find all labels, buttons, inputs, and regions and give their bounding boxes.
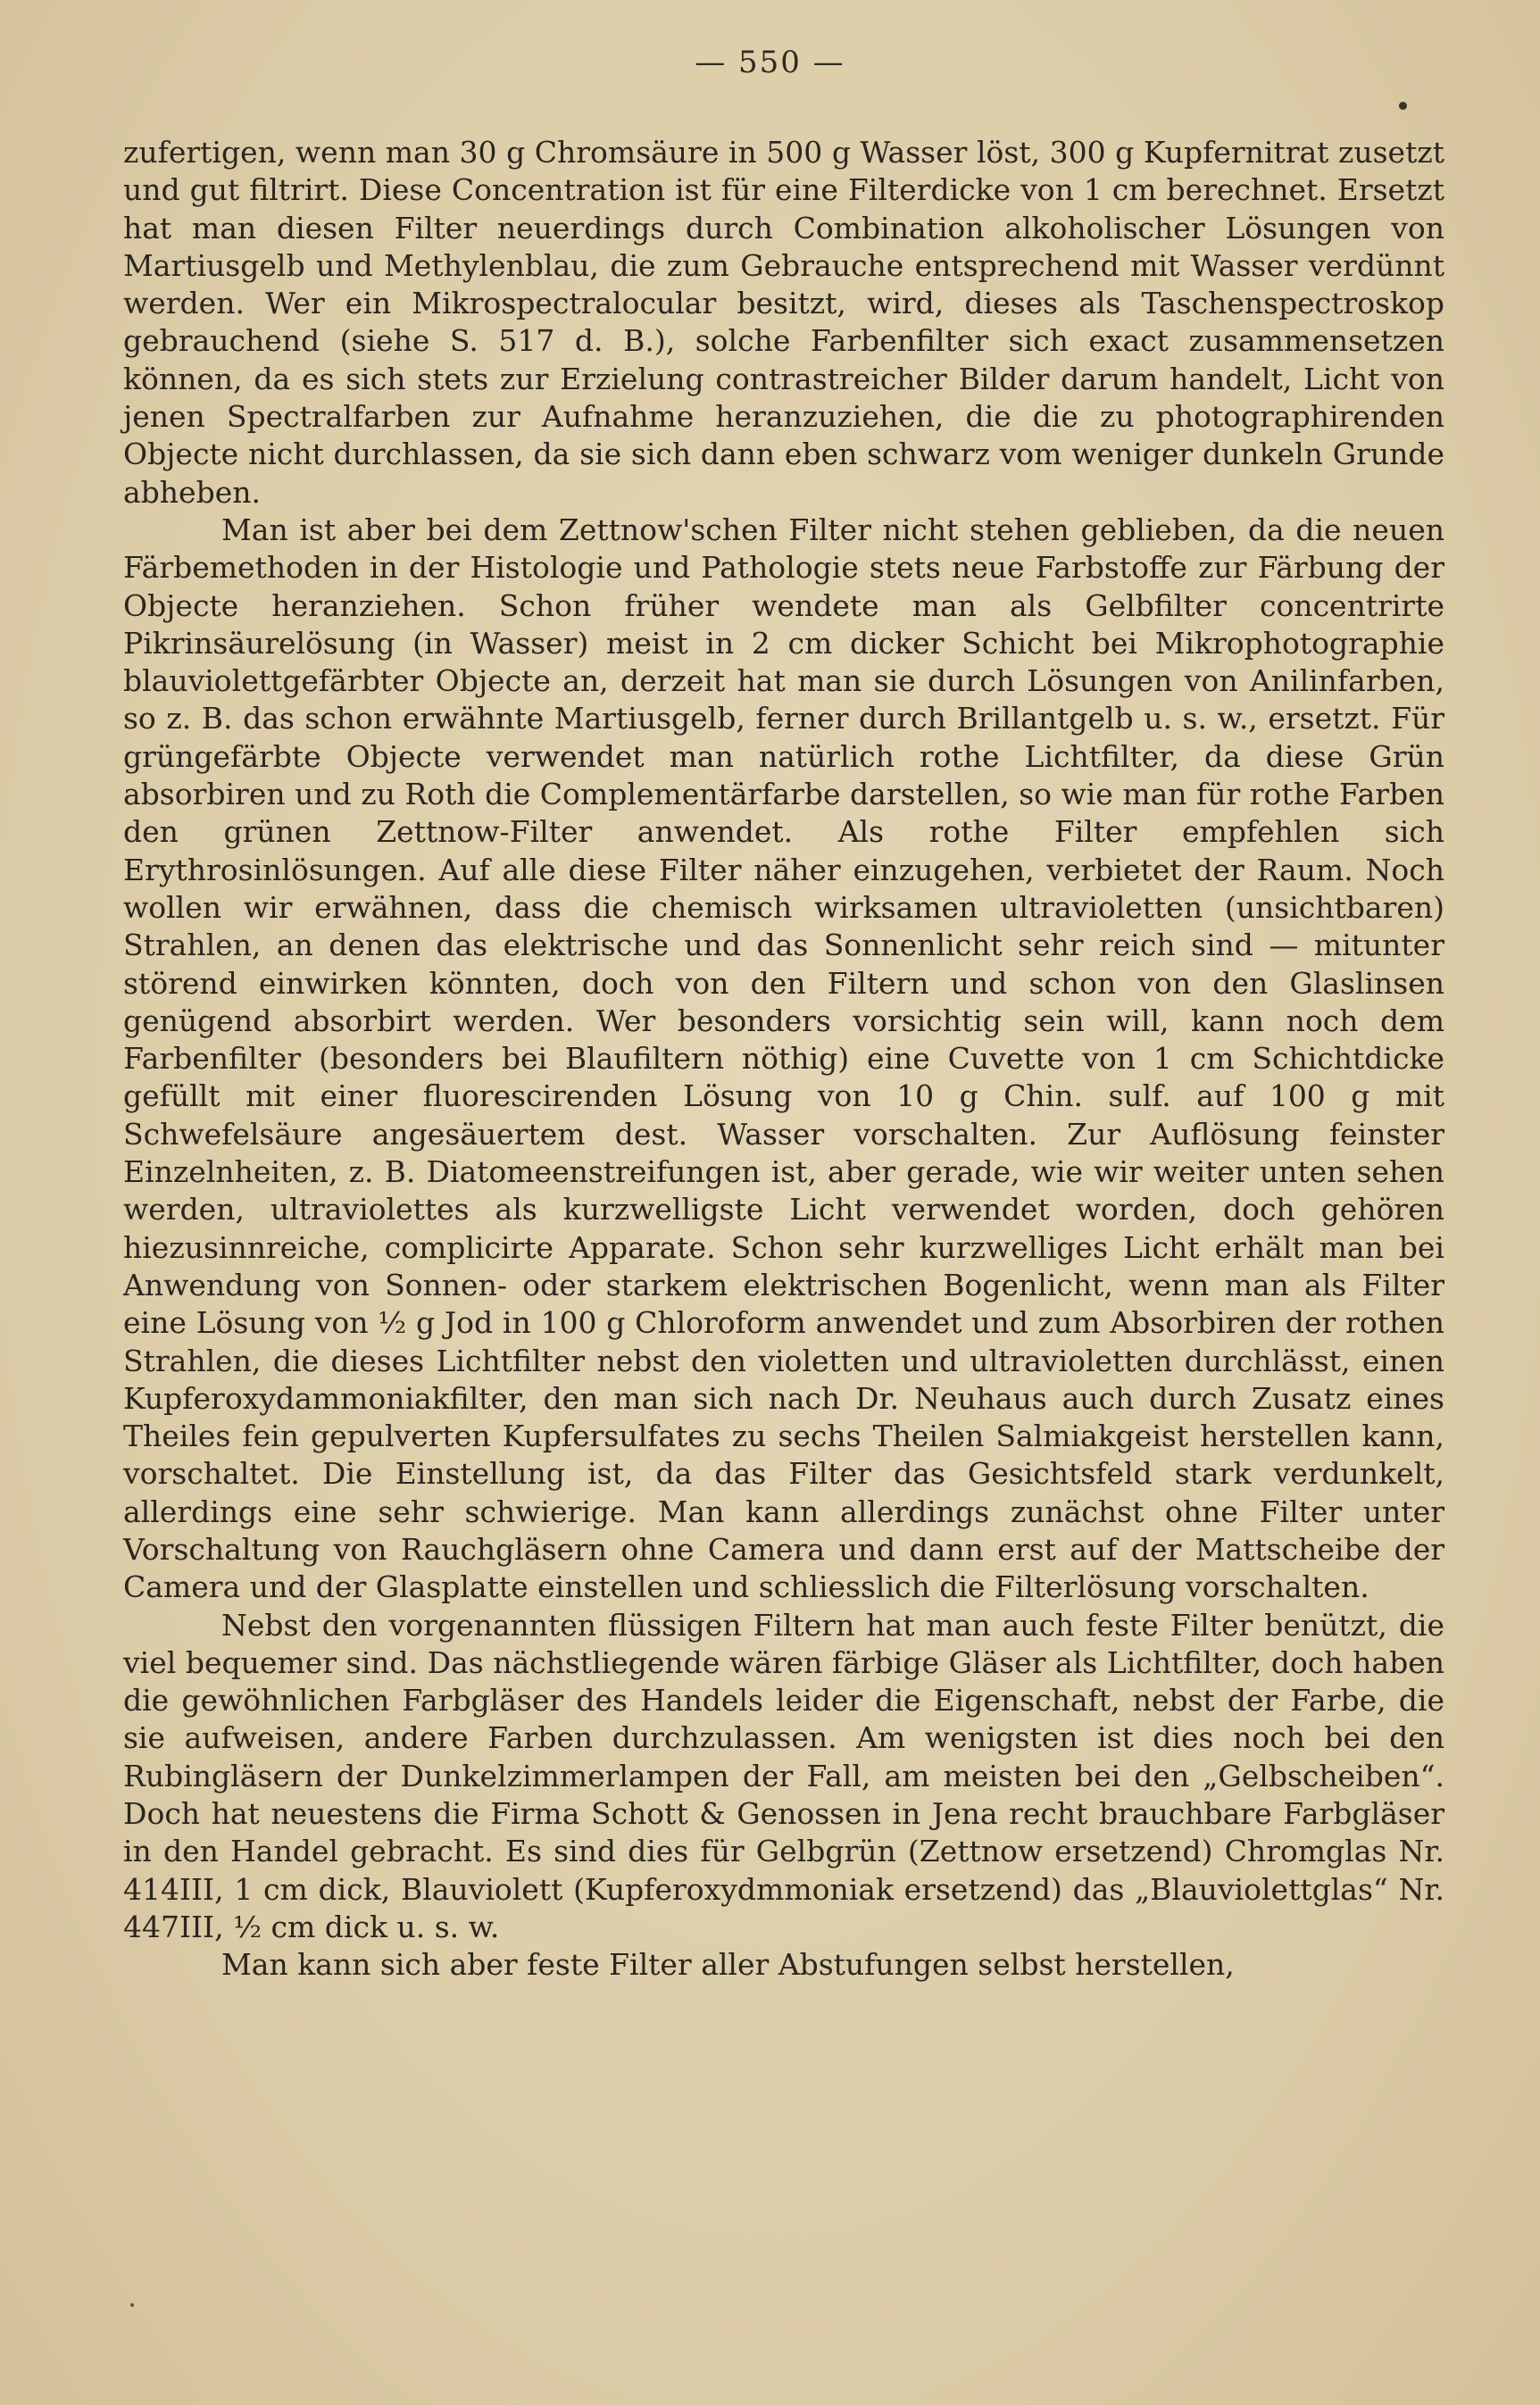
paragraph-continuation: zufertigen, wenn man 30 g Chromsäure in 500 g Wasser löst, 300 g Kupfernitrat zusetzt und gut filtrirt. Diese Concentration ist für eine Filterdicke von 1 cm berechnet. Ersetzt hat man diesen Filter neuerdings durch Combination alkoholischer Lösungen von Martiusgelb und Methylenblau, die zum Gebrauche entsprechend mit Wasser verdünnt werden. Wer ein Mikrospectralocular besitzt, wird, dieses als Taschenspectroskop gebrauchend (siehe S. 517 d. B.), solche Farbenfilter sich exact zusammensetzen können, da es sich stets zur Erzielung contrastreicher Bilder darum handelt, Licht von jenen Spectralfarben zur Aufnahme heranzuziehen, die die zu photographirenden Objecte nicht durchlassen, da sie sich dann eben schwarz vom weniger dunkeln Grunde abheben. [123,135,1444,510]
ink-speck [1399,102,1407,110]
ink-speck [130,2303,134,2307]
paragraph-zettnow-filter: Man ist aber bei dem Zettnow'schen Filter nicht stehen geblieben, da die neuen Färbemethoden in der Histologie und Pathologie stets neue Farbstoffe zur Färbung der Objecte heranziehen. Schon früher wendete man als Gelbfilter concentrirte Pikrinsäurelösung (in Wasser) meist in 2 cm dicker Schicht bei Mikrophotographie blauviolettgefärbter Objecte an, derzeit hat man sie durch Lösungen von Anilinfarben, so z. B. das schon erwähnte Martiusgelb, ferner durch Brillantgelb u. s. w., ersetzt. Für grüngefärbte Objecte verwendet man natürlich rothe Lichtfilter, da diese Grün absorbiren und zu Roth die Complementärfarbe darstellen, so wie man für rothe Farben den grünen Zettnow-Filter anwendet. Als rothe Filter empfehlen sich Erythrosinlösungen. Auf alle diese Filter näher einzugehen, verbietet der Raum. Noch wollen wir erwähnen, dass die chemisch wirksamen ultravioletten (unsichtbaren) Strahlen, an denen das elektrische und das Sonnenlicht sehr reich sind — mitunter störend einwirken könnten, doch von den Filtern und schon von den Glaslinsen genügend absorbirt werden. Wer besonders vorsichtig sein will, kann noch dem Farbenfilter (besonders bei Blaufiltern nöthig) eine Cuvette von 1 cm Schichtdicke gefüllt mit einer fluorescirenden Lösung von 10 g Chin. sulf. auf 100 g mit Schwefelsäure angesäuertem dest. Wasser vorschalten. Zur Auflösung feinster Einzelnheiten, z. B. Diatomeenstreifungen ist, aber gerade, wie wir weiter unten sehen werden, ultraviolettes als kurzwelligste Licht verwendet worden, doch gehören hiezusinnreiche, complicirte Apparate. Schon sehr kurzwelliges Licht erhält man bei Anwendung von Sonnen- oder starkem elektrischen Bogenlicht, wenn man als Filter eine Lösung von ½ g Jod in 100 g Chloroform anwendet und zum Absorbiren der rothen Strahlen, die dieses Lichtfilter nebst den violetten und ultravioletten durchlässt, einen Kupferoxydammoniakfilter, den man sich nach Dr. Neuhaus auch durch Zusatz eines Theiles fein gepulverten Kupfersulfates zu sechs Theilen Salmiakgeist herstellen kann, vorschaltet. Die Einstellung ist, da das Filter das Gesichtsfeld stark verdunkelt, allerdings eine sehr schwierige. Man kann allerdings zunächst ohne Filter unter Vorschaltung von Rauchgläsern ohne Camera und dann erst auf der Mattscheibe der Camera und der Glasplatte einstellen und schliesslich die Filterlösung vorschalten. [123,512,1444,1605]
body-text [123,134,1444,1985]
paragraph-self-made-filters: Man kann sich aber feste Filter aller Abstufungen selbst herstellen, [221,1947,1235,1983]
paragraph-solid-filters: Nebst den vorgenannten flüssigen Filtern hat man auch feste Filter benützt, die viel bequemer sind. Das nächstliegende wären färbige Gläser als Lichtfilter, doch haben die gewöhnlichen Farbgläser des Handels leider die Eigenschaft, nebst der Farbe, die sie aufweisen, andere Farben durchzulassen. Am wenigsten ist dies noch bei den Rubingläsern der Dunkelzimmerlampen der Fall, am meisten bei den „Gelbscheiben“. Doch hat neuestens die Firma Schott & Genossen in Jena recht brauchbare Farbgläser in den Handel gebracht. Es sind dies für Gelbgrün (Zettnow ersetzend) Chromglas Nr. 414III, 1 cm dick, Blauviolett (Kupferoxydmmoniak ersetzend) das „Blauviolettglas“ Nr. 447III, ½ cm dick u. s. w. [123,1607,1444,1944]
page-number: — 550 — [695,45,845,80]
